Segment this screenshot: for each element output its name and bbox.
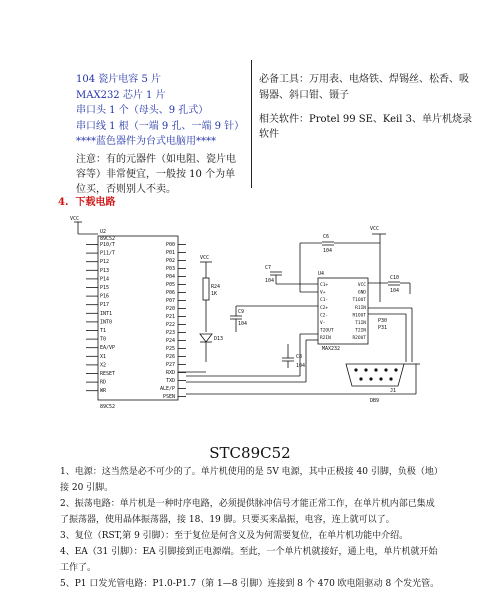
pin-label: INT0 bbox=[100, 319, 113, 326]
led-d13 bbox=[200, 334, 212, 342]
pin-label: P04 bbox=[165, 274, 175, 280]
c10-label: C10 bbox=[390, 275, 400, 281]
software-text: 相关软件：Protel 99 SE、Keil 3、单片机烧录软件 bbox=[259, 114, 472, 140]
parts-list-item: 串口头 1 个（母头、9 孔式） bbox=[76, 105, 209, 116]
db9-connector bbox=[346, 364, 404, 386]
description-list bbox=[60, 464, 440, 592]
pin-label: PSEN bbox=[162, 394, 175, 400]
connector-model-label: DB9 bbox=[370, 398, 380, 404]
pin-label: VCC bbox=[357, 283, 366, 288]
c6-label: C6 bbox=[323, 234, 330, 240]
pin-label: TXD bbox=[165, 378, 175, 384]
pin-label: P12 bbox=[100, 259, 110, 266]
led-label: D13 bbox=[214, 336, 224, 342]
pin-label: EA/VP bbox=[100, 345, 116, 352]
pin-label: T2IN bbox=[355, 328, 366, 334]
db9-pin bbox=[384, 368, 387, 371]
vcc-left-label: VCC bbox=[70, 216, 80, 222]
pin-label: R1IN bbox=[355, 305, 366, 311]
c7-value-label: 104 bbox=[265, 278, 275, 284]
resistor-r24 bbox=[203, 278, 209, 300]
pin-label: P07 bbox=[165, 298, 175, 304]
mcu-model-bottom-label: 89C52 bbox=[100, 404, 116, 410]
pin-label: P00 bbox=[165, 242, 175, 248]
pin-label: P10/T bbox=[100, 242, 116, 248]
c9-label: C9 bbox=[238, 309, 245, 315]
pin-label: T2OUT bbox=[320, 328, 334, 334]
max232-name-label: U4 bbox=[318, 271, 325, 277]
resistor-label: R24 bbox=[211, 284, 221, 290]
description-item: 3、复位（RST,第 9 引脚）：至于复位是何含义及为何需要复位，在单片机功能中介绍。 bbox=[60, 531, 409, 541]
mcu-name-label: U2 bbox=[100, 229, 107, 235]
c8-label: C8 bbox=[296, 354, 303, 360]
db9-pin bbox=[374, 368, 377, 371]
net-label: P31 bbox=[378, 325, 388, 331]
db9-pin bbox=[364, 368, 367, 371]
pin-label: P27 bbox=[165, 362, 175, 368]
note-text: 注意：有的元器件（如电阻、瓷片电容等）非常便宜，一般按 10 个为单位买，否则别人不卖。 bbox=[76, 154, 236, 195]
parts-list-item: 104 瓷片电容 5 片 bbox=[76, 74, 161, 85]
section-heading bbox=[58, 193, 122, 208]
pin-label: P14 bbox=[100, 276, 110, 283]
parts-list-item: ****蓝色器件为台式电脑用**** bbox=[76, 136, 216, 147]
connector-label: J1 bbox=[390, 388, 397, 394]
pin-label: P23 bbox=[165, 330, 175, 336]
pin-label: P21 bbox=[165, 314, 175, 320]
pin-label: R2OUT bbox=[352, 336, 366, 342]
pin-label: P15 bbox=[100, 285, 110, 291]
db9-pin bbox=[389, 377, 392, 380]
pin-label: R1OUT bbox=[352, 313, 366, 319]
c7-label: C7 bbox=[265, 265, 272, 271]
description-item: 1、电源：这当然是必不可少的了。单片机使用的是 5V 电源，其中正极接 40 引脚，负极（地）接 20 引脚。 bbox=[60, 467, 439, 493]
pin-label: P22 bbox=[165, 322, 175, 328]
db9-pin bbox=[379, 377, 382, 380]
pin-label: RD bbox=[100, 379, 107, 386]
mcu-model-label: 89C52 bbox=[100, 236, 116, 242]
pin-label: GND bbox=[357, 290, 366, 296]
pin-label: R2IN bbox=[320, 336, 331, 342]
pin-label: P06 bbox=[165, 290, 175, 296]
pin-label: ALE/P bbox=[159, 386, 175, 392]
pin-label: T0 bbox=[100, 336, 107, 343]
pin-label: P02 bbox=[165, 258, 175, 264]
c10-value-label: 104 bbox=[390, 288, 400, 294]
pin-label: C2- bbox=[320, 313, 329, 319]
c9-value-label: 104 bbox=[238, 321, 248, 327]
pin-label: P05 bbox=[165, 282, 175, 288]
c6-value-label: 104 bbox=[323, 248, 333, 254]
section-number: 4. bbox=[58, 197, 69, 208]
net-label: P30 bbox=[378, 318, 388, 324]
pin-label: P20 bbox=[165, 306, 175, 312]
pin-label: T1 bbox=[100, 328, 107, 334]
pin-label: P26 bbox=[165, 354, 175, 360]
db9-pin bbox=[354, 368, 357, 371]
column-divider bbox=[251, 60, 252, 188]
pin-label: P03 bbox=[165, 266, 175, 272]
parts-list-item: 串口线 1 根（一端 9 孔、一端 9 针） bbox=[76, 120, 245, 132]
c8-value-label: 104 bbox=[296, 363, 306, 369]
pin-label: INT1 bbox=[100, 310, 113, 317]
pin-label: X2 bbox=[100, 362, 107, 369]
pin-label: V- bbox=[320, 321, 326, 326]
db9-pin bbox=[369, 377, 372, 380]
pin-label: P13 bbox=[100, 267, 110, 274]
section-title: 下载电路 bbox=[75, 197, 116, 208]
description-item: 4、EA（31 引脚）：EA 引脚接到正电源端。至此，一个单片机就接好，通上电，单片机就开始工作了。 bbox=[60, 547, 438, 573]
vcc-mid-label: VCC bbox=[200, 255, 210, 261]
pin-label: C1+ bbox=[320, 283, 329, 288]
resistor-value-label: 1K bbox=[211, 291, 218, 297]
pin-label: RESET bbox=[100, 371, 116, 377]
db9-pin bbox=[394, 368, 397, 371]
tools-text: 必备工具：万用表、电烙铁、焊锡丝、松香、吸锡器、斜口钳、镊子 bbox=[259, 74, 469, 101]
vcc-right-label: VCC bbox=[370, 226, 380, 232]
pin-label: RXD bbox=[165, 370, 175, 376]
db9-pin bbox=[359, 377, 362, 380]
pin-label: P16 bbox=[100, 293, 110, 300]
pin-label: T1OUT bbox=[352, 298, 366, 304]
pin-label: V+ bbox=[320, 290, 326, 296]
parts-list-item: MAX232 芯片 1 片 bbox=[76, 89, 166, 101]
chip-title: STC89C52 bbox=[209, 444, 291, 462]
pin-label: P01 bbox=[165, 250, 175, 256]
pin-label: C2+ bbox=[320, 305, 329, 311]
pin-label: WR bbox=[100, 388, 107, 395]
description-item: 5、P1 口发光管电路：P1.0-P1.7（第 1—8 引脚）连接到 8 个 470 欧电阻驱动 8 个发光管。 bbox=[60, 579, 440, 589]
pin-label: P11/T bbox=[100, 250, 116, 257]
pin-label: T1IN bbox=[355, 321, 366, 326]
pin-label: P25 bbox=[165, 346, 175, 352]
max232-model-label: MAX232 bbox=[322, 346, 341, 352]
pin-label: C1- bbox=[320, 298, 329, 304]
description-item: 2、振荡电路：单片机是一种时序电路，必须提供脉冲信号才能正常工作，在单片机内部已集成了振荡器，使用晶体振荡器，接 18、19 脚。只要买来晶振，电容，连上就可以了。 bbox=[60, 499, 435, 525]
download-circuit-schematic bbox=[60, 212, 430, 412]
pin-label: X1 bbox=[100, 353, 107, 360]
pin-label: P24 bbox=[165, 338, 175, 344]
parts-list bbox=[76, 72, 244, 150]
pin-label: P17 bbox=[100, 302, 110, 309]
